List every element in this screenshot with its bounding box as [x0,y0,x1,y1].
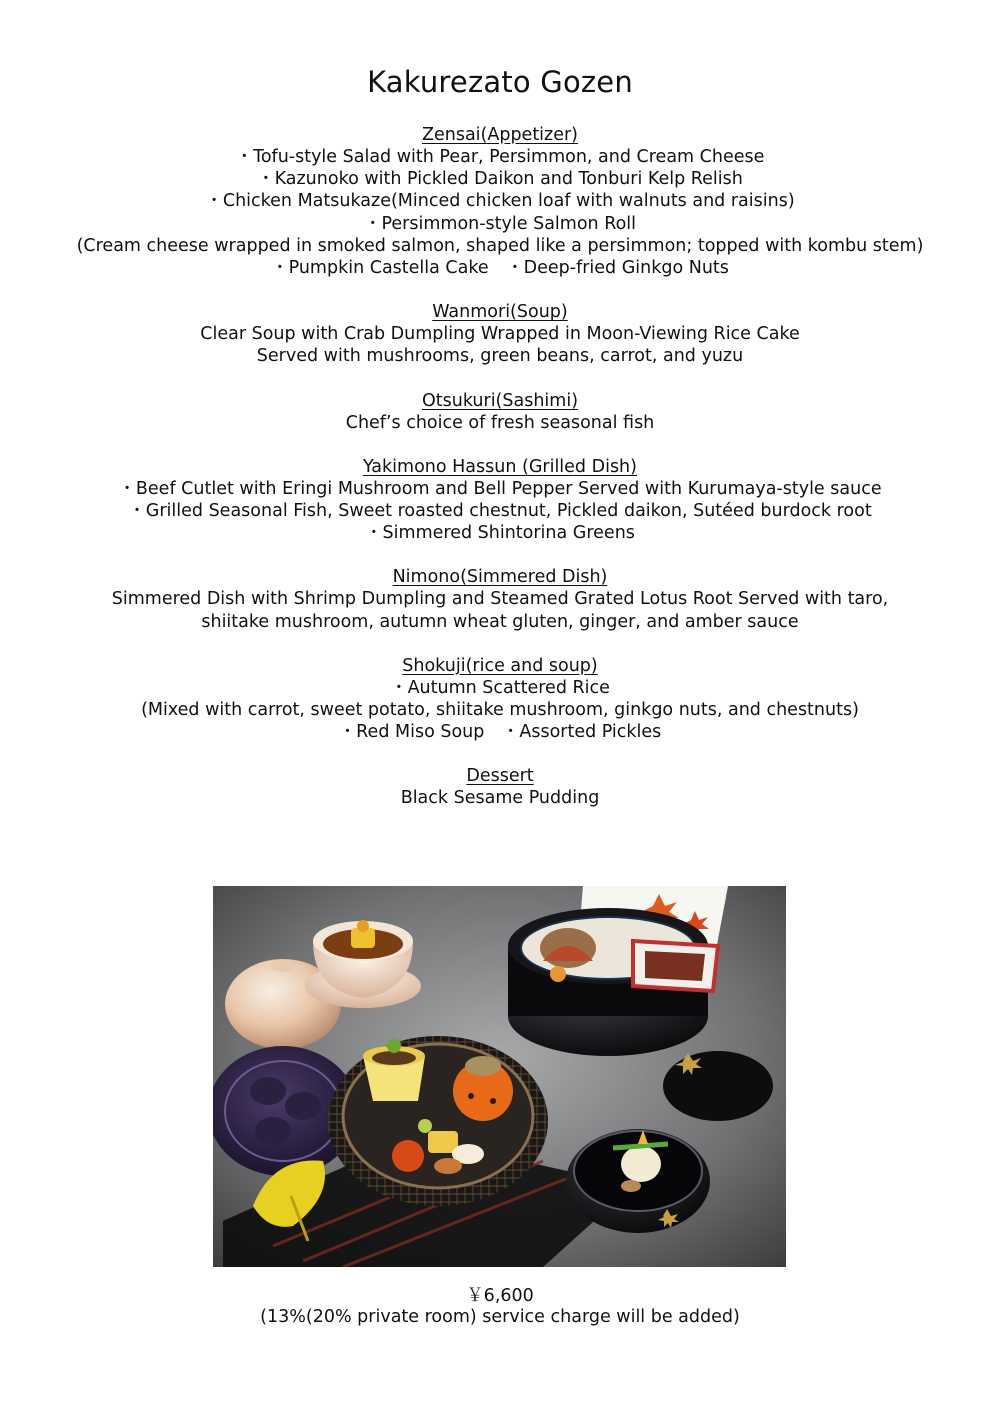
menu-line: ・Beef Cutlet with Eringi Mushroom and Bell Pepper Served with Kurumaya-style sauce [118,478,882,499]
price-block [0,1286,1000,1328]
menu-line: ・Tofu-style Salad with Pear, Persimmon, and Cream Cheese [235,147,765,167]
section-heading: Zensai(Appetizer) [421,125,579,145]
section-zensai [0,124,1000,279]
section-otsukuri [0,390,1000,434]
menu-line: ・Simmered Shintorina Greens [365,523,635,544]
menu-line: Clear Soup with Crab Dumpling Wrapped in Moon-Viewing Rice Cake [200,324,800,345]
menu-line: ・Kazunoko with Pickled Daikon and Tonburi Kelp Relish [257,169,743,190]
menu-line: ・Chicken Matsukaze(Minced chicken loaf with walnuts and raisins) [205,191,795,212]
menu-title: Kakurezato Gozen [367,65,633,99]
menu-content [0,62,1000,832]
section-shokuji [0,655,1000,744]
section-wanmori [0,301,1000,367]
food-photo [213,886,786,1267]
menu-line: Simmered Dish with Shrimp Dumpling and Steamed Grated Lotus Root Served with taro, [111,589,889,610]
menu-line: Black Sesame Pudding [400,788,600,809]
menu-line: shiitake mushroom, autumn wheat gluten, ginger, and amber sauce [201,611,799,632]
price: ￥6,600 [466,1286,534,1306]
section-heading: Shokuji(rice and soup) [402,655,598,676]
menu-line: Served with mushrooms, green beans, carrot, and yuzu [256,346,744,367]
menu-line: ・Red Miso Soup ・Assorted Pickles [338,722,662,743]
section-nimono [0,566,1000,632]
section-dessert [0,765,1000,809]
menu-line: ・Persimmon-style Salmon Roll [363,213,636,234]
menu-line: (Cream cheese wrapped in smoked salmon, shaped like a persimmon; topped with kombu stem) [76,235,924,256]
section-heading: Wanmori(Soup) [432,302,568,323]
menu-line: ・Pumpkin Castella Cake ・Deep-fried Ginkgo Nuts [271,258,729,279]
service-charge-note: (13%(20% private room) service charge will be added) [260,1307,740,1327]
menu-line: (Mixed with carrot, sweet potato, shiitake mushroom, ginkgo nuts, and chestnuts) [141,700,859,721]
menu-line: Chef’s choice of fresh seasonal fish [345,412,655,433]
menu-line: ・Grilled Seasonal Fish, Sweet roasted chestnut, Pickled daikon, Sutéed burdock root [128,501,872,522]
section-yakimono [0,456,1000,545]
section-heading: Nimono(Simmered Dish) [392,567,608,588]
section-heading: Otsukuri(Sashimi) [421,390,579,411]
section-heading: Dessert [466,766,534,787]
section-heading: Yakimono Hassun (Grilled Dish) [363,456,637,477]
menu-line: ・Autumn Scattered Rice [390,677,610,698]
